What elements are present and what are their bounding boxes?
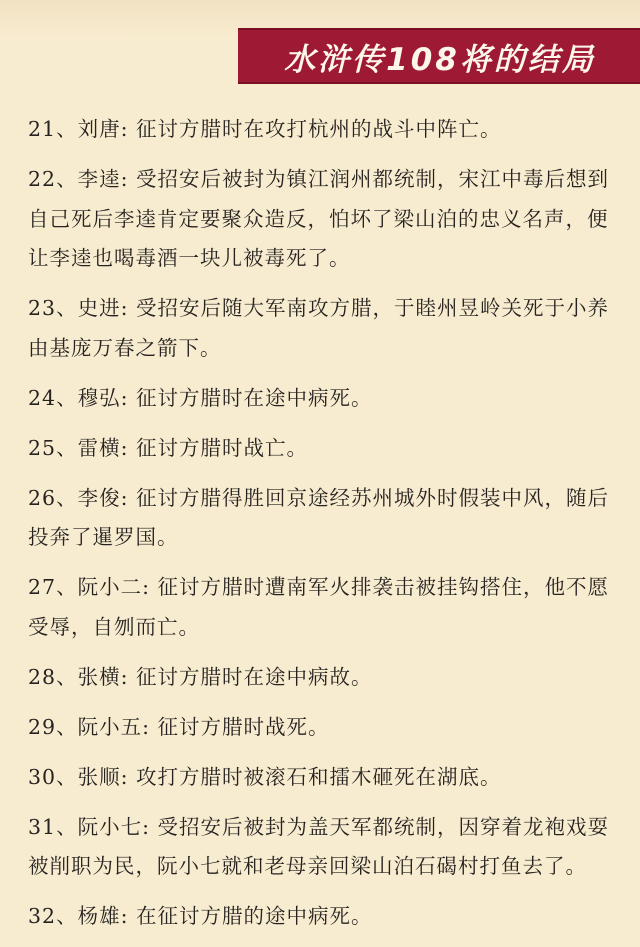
entry-number: 32、 [28,904,78,928]
entry-text: 征讨方腊时在攻打杭州的战斗中阵亡。 [136,117,502,141]
entry-list [28,110,620,947]
entry-text: 受招安后随大军南攻方腊，于睦州昱岭关死于小养由基庞万春之箭下。 [28,296,610,360]
entry-text: 征讨方腊时战死。 [157,714,330,739]
entry-30 [28,758,620,798]
entry-number: 27、 [28,575,78,599]
entry-text: 在征讨方腊的途中病死。 [136,904,373,928]
entry-text: 攻打方腊时被滚石和擂木砸死在湖底。 [136,764,502,789]
entry-name: 雷横: [77,435,129,460]
entry-name: 李俊: [77,485,129,510]
entry-number: 24、 [28,385,78,410]
entry-26 [28,479,620,558]
entry-name: 李逵: [77,167,129,191]
entry-number: 22、 [28,167,78,191]
entry-text: 征讨方腊时在途中病死。 [136,385,373,410]
entry-text: 受招安后被封为镇江润州都统制，宋江中毒后想到自己死后李逵肯定要聚众造反，怕坏了梁山泊的忠义名声，便让李逵也喝毒酒一块儿被毒死了。 [28,167,610,270]
title-banner [238,28,640,84]
entry-28 [28,658,620,698]
entry-name: 杨雄: [77,904,129,928]
entry-name: 阮小七: [77,814,151,839]
entry-number: 29、 [28,714,78,739]
entry-21 [28,110,620,150]
entry-27 [28,568,620,647]
page-title: 水浒传108将的结局 [284,41,596,78]
entry-number: 21、 [28,117,78,141]
entry-25 [28,429,620,469]
entry-name: 阮小五: [77,714,151,739]
entry-name: 张顺: [77,764,129,789]
entry-29 [28,708,620,748]
entry-number: 26、 [28,485,78,510]
entry-name: 史进: [77,296,129,320]
entry-text: 征讨方腊时在途中病故。 [136,664,373,689]
entry-name: 穆弘: [77,385,129,410]
entry-text: 征讨方腊得胜回京途经苏州城外时假装中风，随后投奔了暹罗国。 [28,485,610,549]
entry-name: 阮小二: [77,575,151,599]
entry-31 [28,808,620,887]
entry-name: 刘唐: [77,117,129,141]
entry-22 [28,160,620,279]
entry-number: 25、 [28,435,78,460]
entry-24 [28,379,620,419]
entry-number: 23、 [28,296,78,320]
entry-name: 张横: [77,664,129,689]
entry-text: 征讨方腊时遭南军火排袭击被挂钩搭住，他不愿受辱，自刎而亡。 [28,575,610,639]
entry-number: 30、 [28,764,78,789]
entry-23 [28,289,620,368]
entry-text: 征讨方腊时战亡。 [136,435,309,460]
entry-number: 28、 [28,664,78,689]
entry-number: 31、 [28,814,78,839]
entry-text: 受招安后被封为盖天军都统制，因穿着龙袍戏耍被削职为民，阮小七就和老母亲回梁山泊石碣村打鱼去了。 [28,814,610,878]
